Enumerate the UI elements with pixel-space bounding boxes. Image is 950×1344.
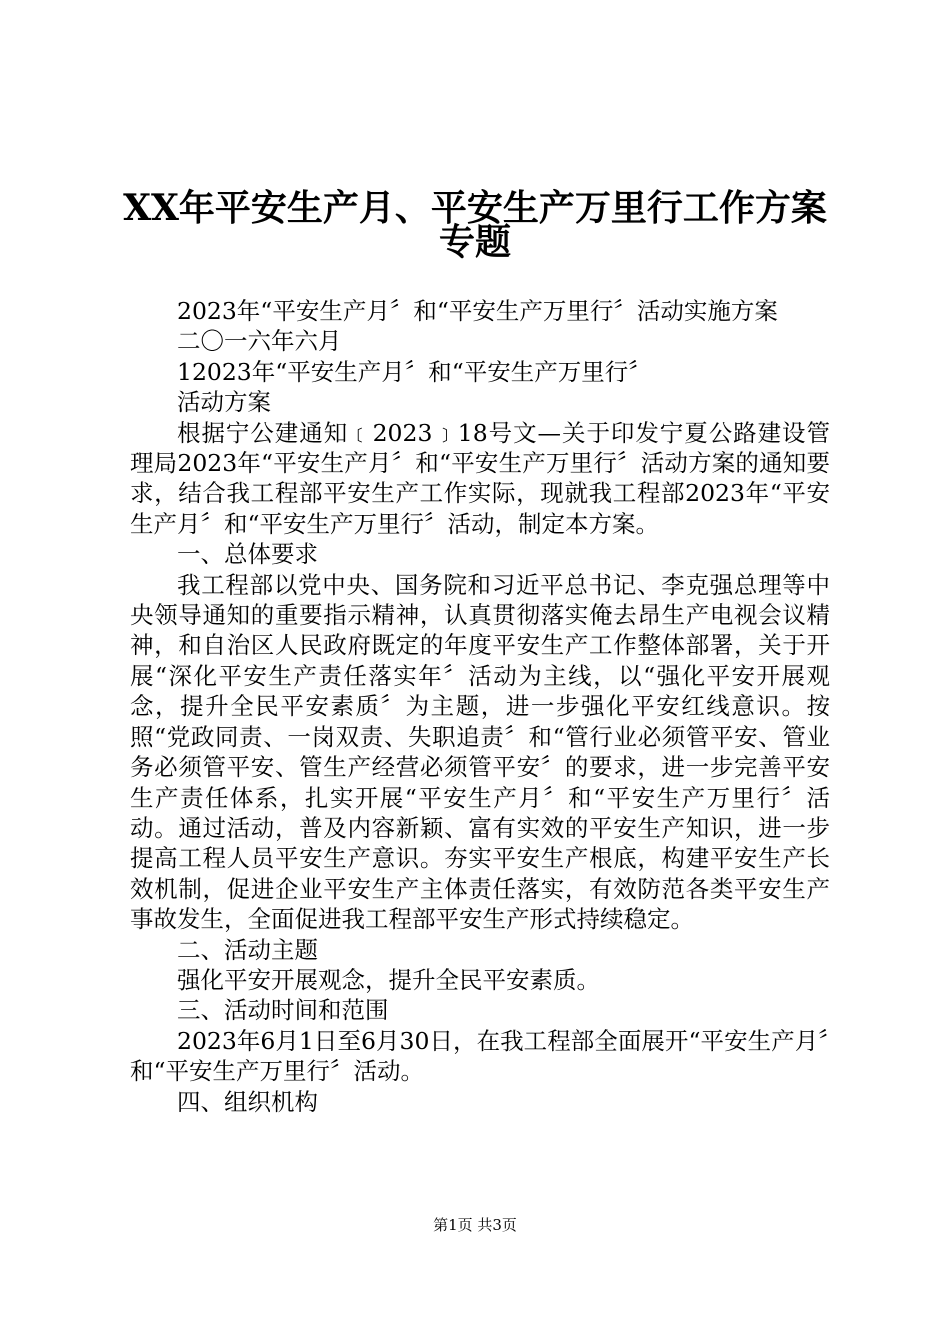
document-body: [130, 296, 830, 1117]
paragraph-activity-theme: 强化平安开展观念，提升全民平安素质。: [177, 965, 600, 994]
section-heading-general-requirements: 一、总体要求: [177, 540, 318, 569]
document-title: XX年平安生产月、平安生产万里行工作方案: [123, 187, 827, 229]
paragraph-date: 二〇一六年六月: [177, 327, 342, 356]
paragraph-plan-heading: 2023年“平安生产月〞和“平安生产万里行〞活动实施方案: [177, 297, 778, 325]
page-footer: 第1页 共3页: [433, 1216, 517, 1234]
section-heading-organization: 四、组织机构: [177, 1087, 318, 1116]
section-heading-activity-theme: 二、活动主题: [177, 935, 318, 964]
paragraph-subheading: 12023年“平安生产月〞和“平安生产万里行〞: [177, 357, 652, 386]
paragraph-basis: 根据宁公建通知﹝2023﹞18号文—关于印发宁夏公路建设管理局2023年“平安生产月〞和“平安生产万里行〞活动方案的通知要求，结合我工程部平安生产工作实际，现就我工程部2023年“平安生产月〞和“平安生产万里行〞活动，制定本方案。: [130, 418, 830, 538]
paragraph-plan-label: 活动方案: [177, 388, 271, 417]
paragraph-time-scope: 2023年6月1日至6月30日，在我工程部全面展开“平安生产月〞和“平安生产万里行〞活动。: [130, 1026, 830, 1086]
document-title-subtitle: 专题: [438, 221, 511, 263]
paragraph-general-requirements: 我工程部以党中央、国务院和习近平总书记、李克强总理等中央领导通知的重要指示精神，认真贯彻落实俺去昂生产电视会议精神，和自治区人民政府既定的年度平安生产工作整体部署，关于开展“深化平安生产责任落实年〞活动为主线，以“强化平安开展观念，提升全民平安素质〞为主题，进一步强化平安红线意识。按照“党政同责、一岗双责、失职追责〞和“管行业必须管平安、管业务必须管平安、管生产经营必须管平安〞的要求，进一步完善平安生产责任体系，扎实开展“平安生产月〞和“平安生产万里行〞活动。通过活动，普及内容新颖、富有实效的平安生产知识，进一步提高工程人员平安生产意识。夯实平安生产根底，构建平安生产长效机制，促进企业平安生产主体责任落实，有效防范各类平安生产事故发生，全面促进我工程部平安生产形式持续稳定。: [130, 570, 830, 934]
section-heading-time-scope: 三、活动时间和范围: [177, 996, 389, 1025]
